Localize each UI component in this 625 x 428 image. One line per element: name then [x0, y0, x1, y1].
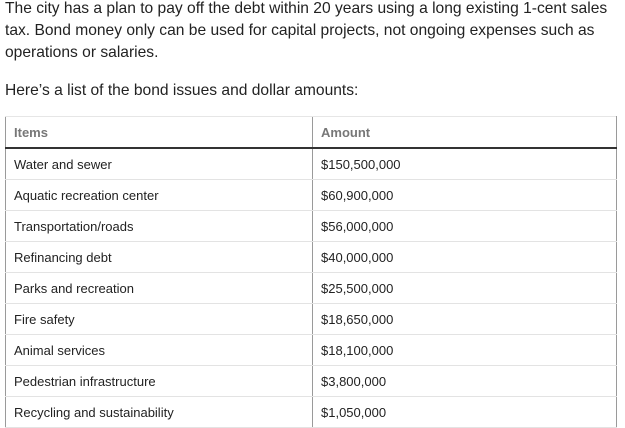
- table-lead-in: Here’s a list of the bond issues and dollar amounts:: [5, 82, 359, 99]
- amount-cell: $18,650,000: [313, 304, 617, 335]
- bond-issues-table: [5, 116, 617, 428]
- table-header-row: [6, 117, 617, 149]
- amount-cell: $40,000,000: [313, 242, 617, 273]
- table-row: [6, 397, 617, 428]
- table-row: [6, 211, 617, 242]
- amount-cell: $150,500,000: [313, 148, 617, 180]
- intro-paragraph: The city has a plan to pay off the debt within 20 years using a long existing 1-cent sales tax. Bond money only can be used for capital projects, not ongoing expenses such as operations or salaries.: [5, 0, 608, 61]
- amount-cell: $25,500,000: [313, 273, 617, 304]
- amount-cell: $56,000,000: [313, 211, 617, 242]
- item-cell: Aquatic recreation center: [6, 180, 313, 211]
- item-cell: Pedestrian infrastructure: [6, 366, 313, 397]
- column-header-items: Items: [6, 117, 313, 149]
- amount-cell: $1,050,000: [313, 397, 617, 428]
- item-cell: Transportation/roads: [6, 211, 313, 242]
- table-row: [6, 273, 617, 304]
- item-cell: Fire safety: [6, 304, 313, 335]
- table-row: [6, 335, 617, 366]
- table-row: [6, 148, 617, 180]
- column-header-amount: Amount: [313, 117, 617, 149]
- item-cell: Refinancing debt: [6, 242, 313, 273]
- table-row: [6, 366, 617, 397]
- item-cell: Water and sewer: [6, 148, 313, 180]
- table-row: [6, 180, 617, 211]
- table-row: [6, 304, 617, 335]
- amount-cell: $60,900,000: [313, 180, 617, 211]
- amount-cell: $3,800,000: [313, 366, 617, 397]
- table-row: [6, 242, 617, 273]
- item-cell: Parks and recreation: [6, 273, 313, 304]
- item-cell: Animal services: [6, 335, 313, 366]
- amount-cell: $18,100,000: [313, 335, 617, 366]
- item-cell: Recycling and sustainability: [6, 397, 313, 428]
